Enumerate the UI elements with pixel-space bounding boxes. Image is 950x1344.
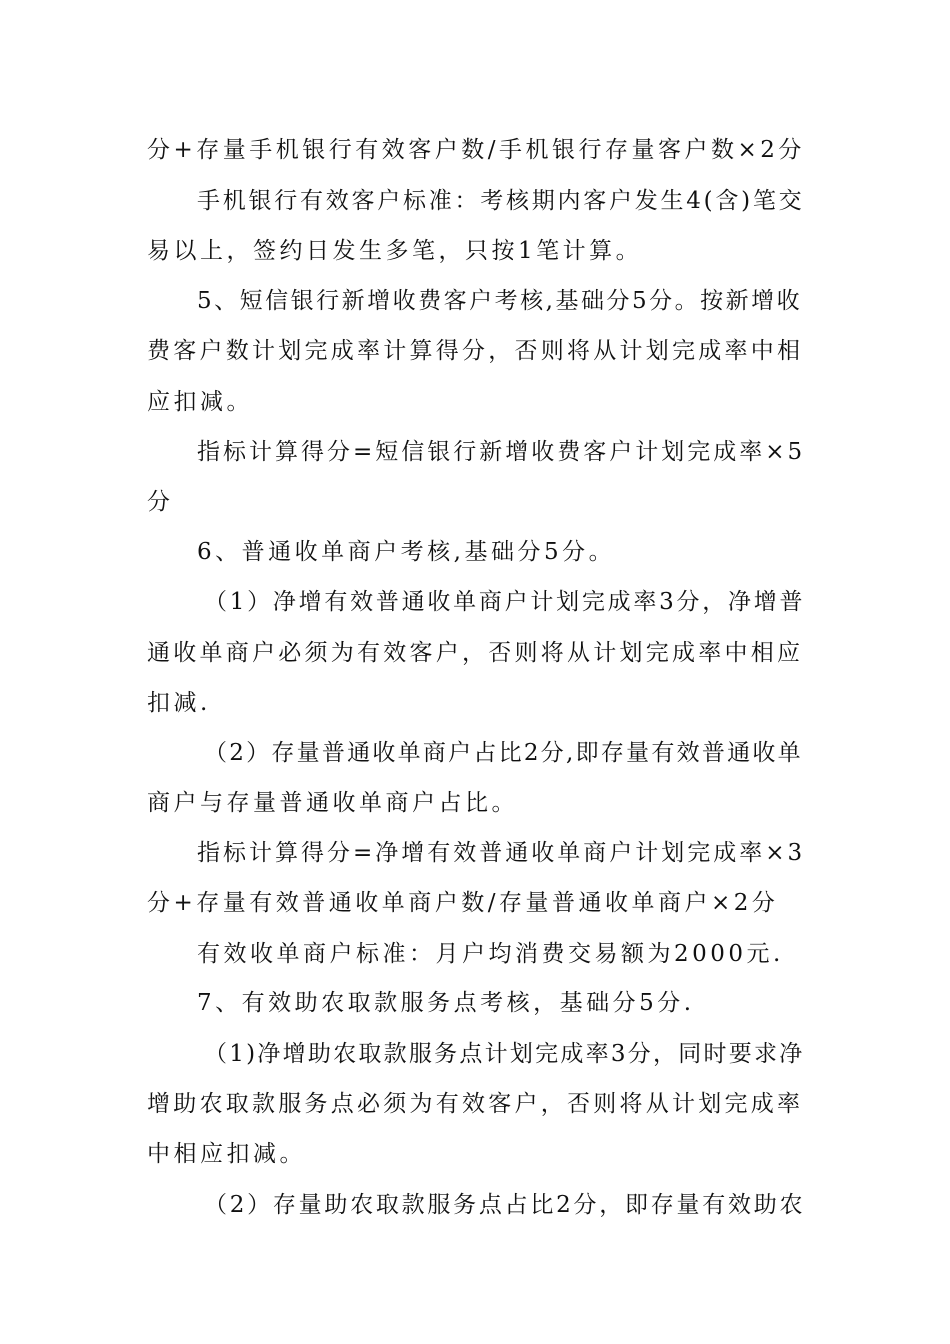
text-line: （2）存量普通收单商户占比2分,即存量有效普通收单 xyxy=(204,740,803,766)
text-line: 扣减. xyxy=(147,690,211,716)
text-line: 6、普通收单商户考核,基础分5分。 xyxy=(197,539,616,565)
text-line: 分 xyxy=(147,489,174,515)
text-line: 有效收单商户标准：月户均消费交易额为2000元. xyxy=(197,941,784,967)
text-line: 费客户数计划完成率计算得分，否则将从计划完成率中相 xyxy=(147,338,804,364)
text-line: 分+存量手机银行有效客户数/手机银行存量客户数×2分 xyxy=(147,137,805,163)
text-line: 增助农取款服务点必须为有效客户，否则将从计划完成率 xyxy=(147,1091,804,1117)
text-line: 7、有效助农取款服务点考核，基础分5分. xyxy=(197,990,695,1016)
text-line: 易以上，签约日发生多笔，只按1笔计算。 xyxy=(147,238,643,264)
text-line: 分+存量有效普通收单商户数/存量普通收单商户×2分 xyxy=(147,890,779,916)
text-line: （1）净增有效普通收单商户计划完成率3分，净增普 xyxy=(204,589,806,615)
text-line: 手机银行有效客户标准：考核期内客户发生4(含)笔交 xyxy=(197,188,805,214)
text-line: 指标计算得分=短信银行新增收费客户计划完成率×5 xyxy=(197,439,806,465)
text-line: 应扣减。 xyxy=(147,389,253,415)
text-line: （1)净增助农取款服务点计划完成率3分，同时要求净 xyxy=(204,1041,805,1067)
text-line: 5、短信银行新增收费客户考核,基础分5分。按新增收 xyxy=(197,288,803,314)
text-line: 指标计算得分=净增有效普通收单商户计划完成率×3 xyxy=(197,840,806,866)
text-line: （2）存量助农取款服务点占比2分，即存量有效助农 xyxy=(204,1192,806,1218)
text-line: 通收单商户必须为有效客户，否则将从计划完成率中相应 xyxy=(147,640,804,666)
text-line: 商户与存量普通收单商户占比。 xyxy=(147,790,518,816)
text-line: 中相应扣减。 xyxy=(147,1141,306,1167)
